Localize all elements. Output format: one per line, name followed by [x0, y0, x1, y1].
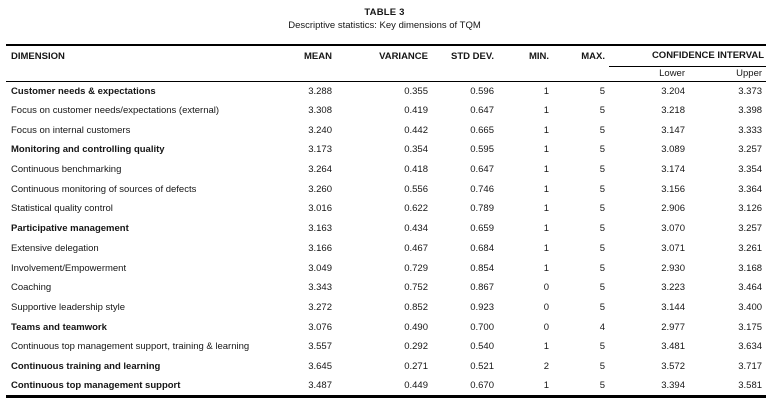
cell-min: 1 — [543, 124, 549, 136]
table-row — [6, 219, 766, 239]
cell-variance: 0.556 — [404, 183, 428, 195]
col-header-mean: MEAN — [304, 50, 332, 62]
cell-max: 5 — [599, 144, 605, 156]
cell-ci-upper: 3.398 — [738, 105, 763, 117]
cell-ci-lower: 3.174 — [661, 164, 685, 176]
cell-ci-lower: 3.481 — [661, 341, 685, 353]
cell-mean: 3.645 — [308, 360, 332, 372]
cell-dimension: Customer needs & expectations — [11, 85, 156, 97]
cell-variance: 0.355 — [404, 85, 428, 97]
cell-std-dev: 0.923 — [470, 301, 494, 313]
table-title-block — [0, 0, 769, 31]
cell-ci-lower: 3.218 — [661, 105, 685, 117]
cell-ci-lower: 3.071 — [661, 242, 685, 254]
cell-max: 4 — [599, 321, 605, 333]
cell-ci-upper: 3.257 — [738, 223, 763, 235]
cell-dimension: Continuous training and learning — [11, 360, 161, 372]
col-header-dimension: DIMENSION — [11, 50, 65, 62]
cell-ci-upper: 3.581 — [738, 379, 763, 391]
cell-ci-lower: 3.223 — [661, 282, 685, 294]
cell-ci-lower: 3.204 — [661, 85, 685, 97]
header-row-main — [6, 45, 766, 66]
table-row — [6, 101, 766, 121]
cell-dimension: Monitoring and controlling quality — [11, 144, 165, 156]
cell-ci-lower: 3.572 — [661, 360, 685, 372]
cell-max: 5 — [599, 85, 605, 97]
cell-mean: 3.264 — [308, 164, 332, 176]
cell-ci-upper: 3.364 — [738, 183, 763, 195]
cell-dimension: Focus on customer needs/expectations (external) — [11, 105, 220, 117]
cell-mean: 3.487 — [308, 379, 332, 391]
cell-min: 1 — [543, 105, 549, 117]
cell-min: 0 — [543, 321, 549, 333]
cell-std-dev: 0.789 — [470, 203, 494, 215]
cell-min: 1 — [543, 262, 549, 274]
cell-variance: 0.622 — [404, 203, 428, 215]
table-header — [6, 45, 766, 81]
cell-min: 1 — [543, 183, 549, 195]
cell-std-dev: 0.647 — [470, 164, 494, 176]
cell-mean: 3.260 — [308, 183, 332, 195]
cell-std-dev: 0.521 — [470, 360, 494, 372]
cell-variance: 0.729 — [404, 262, 428, 274]
cell-ci-upper: 3.168 — [738, 262, 763, 274]
cell-mean: 3.343 — [308, 282, 332, 294]
cell-max: 5 — [599, 223, 605, 235]
header-spacer-cell — [6, 66, 609, 81]
cell-max: 5 — [599, 105, 605, 117]
cell-ci-lower: 3.156 — [661, 183, 685, 195]
cell-min: 1 — [543, 379, 549, 391]
cell-min: 1 — [543, 242, 549, 254]
table-row — [6, 258, 766, 278]
cell-variance: 0.467 — [404, 242, 428, 254]
cell-ci-lower: 3.144 — [661, 301, 685, 313]
cell-variance: 0.442 — [404, 124, 428, 136]
cell-dimension: Participative management — [11, 223, 129, 235]
cell-max: 5 — [599, 242, 605, 254]
cell-max: 5 — [599, 379, 605, 391]
cell-variance: 0.752 — [404, 282, 428, 294]
table-row — [6, 81, 766, 101]
table-number: TABLE 3 — [364, 7, 405, 18]
cell-min: 2 — [543, 360, 549, 372]
table-row — [6, 278, 766, 298]
table-row — [6, 357, 766, 377]
cell-min: 1 — [543, 341, 549, 353]
cell-std-dev: 0.746 — [470, 183, 494, 195]
cell-std-dev: 0.867 — [470, 282, 494, 294]
cell-variance: 0.292 — [404, 341, 428, 353]
cell-ci-lower: 3.089 — [661, 144, 685, 156]
col-header-max: MAX. — [581, 50, 605, 62]
cell-ci-lower: 2.977 — [661, 321, 685, 333]
cell-mean: 3.163 — [308, 223, 332, 235]
cell-min: 1 — [543, 164, 549, 176]
cell-mean: 3.308 — [308, 105, 332, 117]
table-row — [6, 160, 766, 180]
table-row — [6, 140, 766, 160]
cell-mean: 3.049 — [308, 262, 332, 274]
cell-std-dev: 0.596 — [470, 85, 494, 97]
cell-mean: 3.557 — [308, 341, 332, 353]
cell-dimension: Focus on internal customers — [11, 124, 131, 136]
table-row — [6, 337, 766, 357]
cell-mean: 3.173 — [308, 144, 332, 156]
cell-ci-upper: 3.261 — [738, 242, 763, 254]
header-row-sub — [6, 66, 766, 81]
cell-dimension: Involvement/Empowerment — [11, 262, 127, 274]
cell-max: 5 — [599, 124, 605, 136]
cell-std-dev: 0.647 — [470, 105, 494, 117]
cell-dimension: Continuous monitoring of sources of defects — [11, 183, 197, 195]
table-row — [6, 199, 766, 219]
cell-ci-upper: 3.634 — [738, 341, 763, 353]
cell-max: 5 — [599, 341, 605, 353]
cell-variance: 0.490 — [404, 321, 428, 333]
cell-max: 5 — [599, 282, 605, 294]
table-caption: Descriptive statistics: Key dimensions of TQM — [288, 20, 481, 31]
cell-dimension: Teams and teamwork — [11, 321, 107, 333]
cell-ci-upper: 3.257 — [738, 144, 763, 156]
cell-max: 5 — [599, 262, 605, 274]
cell-min: 1 — [543, 85, 549, 97]
cell-std-dev: 0.854 — [470, 262, 494, 274]
cell-variance: 0.418 — [404, 164, 428, 176]
cell-ci-upper: 3.354 — [738, 164, 763, 176]
cell-variance: 0.419 — [404, 105, 428, 117]
cell-std-dev: 0.540 — [470, 341, 494, 353]
table-row — [6, 376, 766, 396]
cell-ci-lower: 2.930 — [661, 262, 685, 274]
cell-dimension: Statistical quality control — [11, 203, 113, 215]
cell-variance: 0.449 — [404, 379, 428, 391]
cell-ci-upper: 3.464 — [738, 282, 763, 294]
cell-ci-upper: 3.126 — [738, 203, 763, 215]
cell-variance: 0.271 — [404, 360, 428, 372]
cell-mean: 3.166 — [308, 242, 332, 254]
cell-ci-lower: 2.906 — [661, 203, 685, 215]
cell-dimension: Extensive delegation — [11, 242, 99, 254]
cell-max: 5 — [599, 164, 605, 176]
cell-ci-lower: 3.070 — [661, 223, 685, 235]
table-row — [6, 239, 766, 259]
cell-ci-upper: 3.373 — [738, 85, 763, 97]
cell-max: 5 — [599, 360, 605, 372]
cell-mean: 3.272 — [308, 301, 332, 313]
cell-mean: 3.288 — [308, 85, 332, 97]
col-subheader-lower: Lower — [609, 66, 689, 81]
cell-dimension: Continuous top management support, training & learning — [11, 341, 250, 353]
cell-std-dev: 0.595 — [470, 144, 494, 156]
table-row — [6, 179, 766, 199]
cell-ci-lower: 3.147 — [661, 124, 685, 136]
col-subheader-upper: Upper — [689, 66, 766, 81]
cell-std-dev: 0.665 — [470, 124, 494, 136]
cell-variance: 0.354 — [404, 144, 428, 156]
cell-max: 5 — [599, 183, 605, 195]
col-header-min: MIN. — [528, 50, 549, 62]
cell-min: 1 — [543, 203, 549, 215]
cell-ci-upper: 3.717 — [738, 360, 763, 372]
cell-min: 0 — [543, 282, 549, 294]
table-row — [6, 298, 766, 318]
cell-mean: 3.240 — [308, 124, 332, 136]
cell-min: 1 — [543, 223, 549, 235]
table-row — [6, 120, 766, 140]
cell-mean: 3.076 — [308, 321, 332, 333]
cell-dimension: Coaching — [11, 282, 52, 294]
col-header-variance: VARIANCE — [379, 50, 428, 62]
cell-dimension: Supportive leadership style — [11, 301, 126, 313]
cell-ci-upper: 3.333 — [738, 124, 763, 136]
cell-ci-upper: 3.175 — [738, 321, 763, 333]
cell-std-dev: 0.700 — [470, 321, 494, 333]
cell-min: 0 — [543, 301, 549, 313]
cell-variance: 0.434 — [404, 223, 428, 235]
cell-std-dev: 0.684 — [470, 242, 494, 254]
cell-ci-lower: 3.394 — [661, 379, 685, 391]
table-row — [6, 317, 766, 337]
table-body — [6, 81, 766, 396]
cell-std-dev: 0.659 — [470, 223, 494, 235]
col-header-std-dev: STD DEV. — [451, 50, 494, 62]
descriptive-statistics-table — [6, 44, 766, 398]
cell-max: 5 — [599, 203, 605, 215]
col-header-confidence-interval: CONFIDENCE INTERVAL — [609, 45, 766, 66]
cell-max: 5 — [599, 301, 605, 313]
cell-mean: 3.016 — [308, 203, 332, 215]
cell-variance: 0.852 — [404, 301, 428, 313]
cell-std-dev: 0.670 — [470, 379, 494, 391]
cell-min: 1 — [543, 144, 549, 156]
cell-dimension: Continuous top management support — [11, 379, 181, 391]
cell-dimension: Continuous benchmarking — [11, 164, 122, 176]
cell-ci-upper: 3.400 — [738, 301, 763, 313]
